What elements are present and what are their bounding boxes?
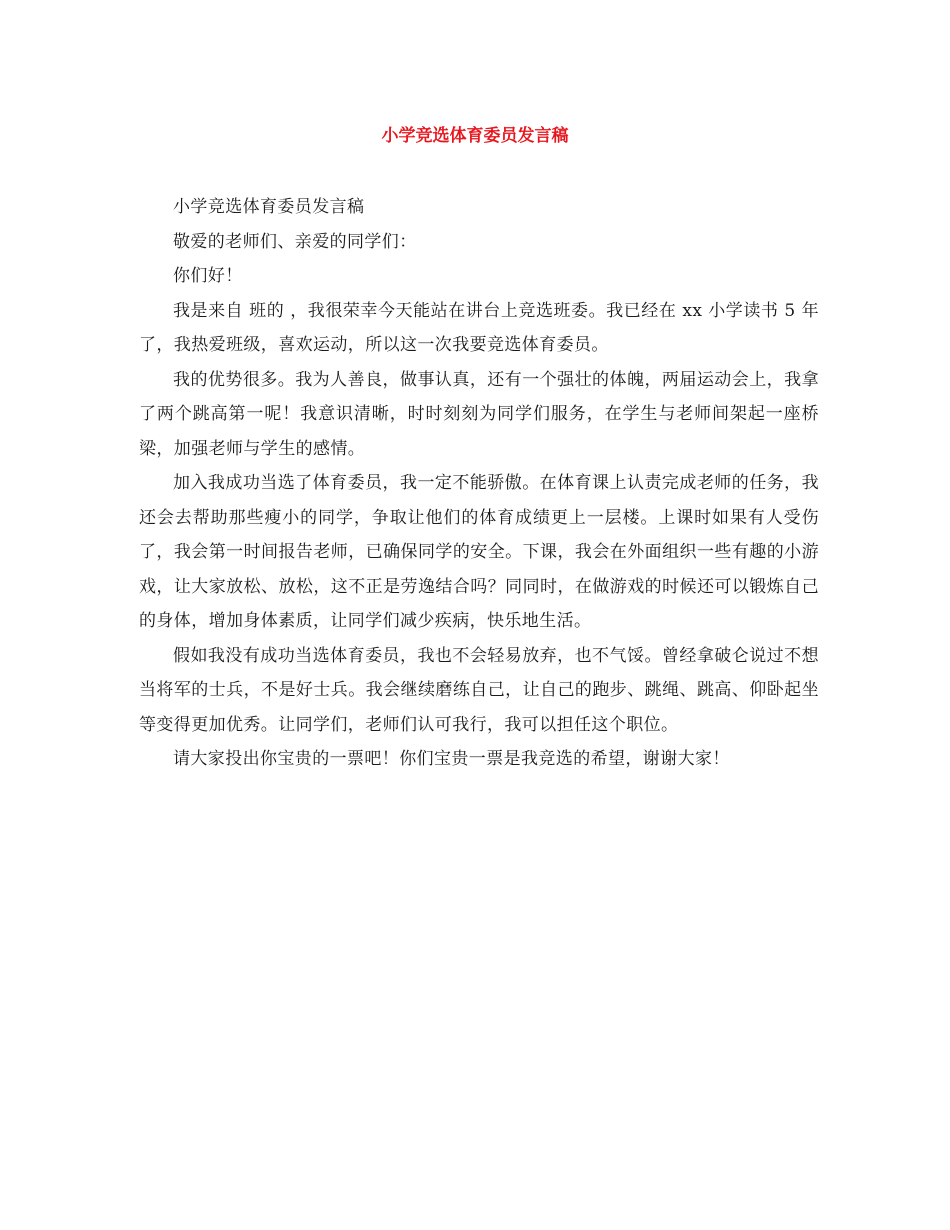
paragraph-if-not-elected: 假如我没有成功当选体育委员，我也不会轻易放弃，也不气馁。曾经拿破仑说过不想当将军的士兵，不是好士兵。我会继续磨练自己，让自己的跑步、跳绳、跳高、仰卧起坐等变得更加优秀。让同学们，老师们认可我行，我可以担任这个职位。	[139, 645, 819, 735]
paragraph-advantages: 我的优势很多。我为人善良，做事认真，还有一个强壮的体魄，两届运动会上，我拿了两个跳高第一呢！我意识清晰，时时刻刻为同学们服务，在学生与老师间架起一座桥梁，加强老师与学生的感情。	[139, 369, 819, 459]
paragraph-introduction: 我是来自 班的 ，我很荣幸今天能站在讲台上竞选班委。我已经在 xx 小学读书 5 年了，我热爱班级，喜欢运动，所以这一次我要竞选体育委员。	[139, 300, 819, 355]
paragraph-heading: 小学竞选体育委员发言稿	[173, 197, 365, 217]
document-body	[139, 190, 819, 777]
paragraph-greeting: 你们好！	[173, 266, 243, 286]
document-title: 小学竞选体育委员发言稿	[381, 126, 569, 146]
paragraph-if-elected: 加入我成功当选了体育委员，我一定不能骄傲。在体育课上认责完成老师的任务，我还会去帮助那些瘦小的同学，争取让他们的体育成绩更上一层楼。上课时如果有人受伤了，我会第一时间报告老师，已确保同学的安全。下课，我会在外面组织一些有趣的小游戏，让大家放松、放松，这不正是劳逸结合吗？同同时，在做游戏的时候还可以锻炼自己的身体，增加身体素质，让同学们减少疾病，快乐地生活。	[139, 473, 819, 631]
paragraph-closing: 请大家投出你宝贵的一票吧！你们宝贵一票是我竞选的希望，谢谢大家！	[173, 749, 730, 769]
paragraph-salutation: 敬爱的老师们、亲爱的同学们：	[173, 231, 417, 252]
